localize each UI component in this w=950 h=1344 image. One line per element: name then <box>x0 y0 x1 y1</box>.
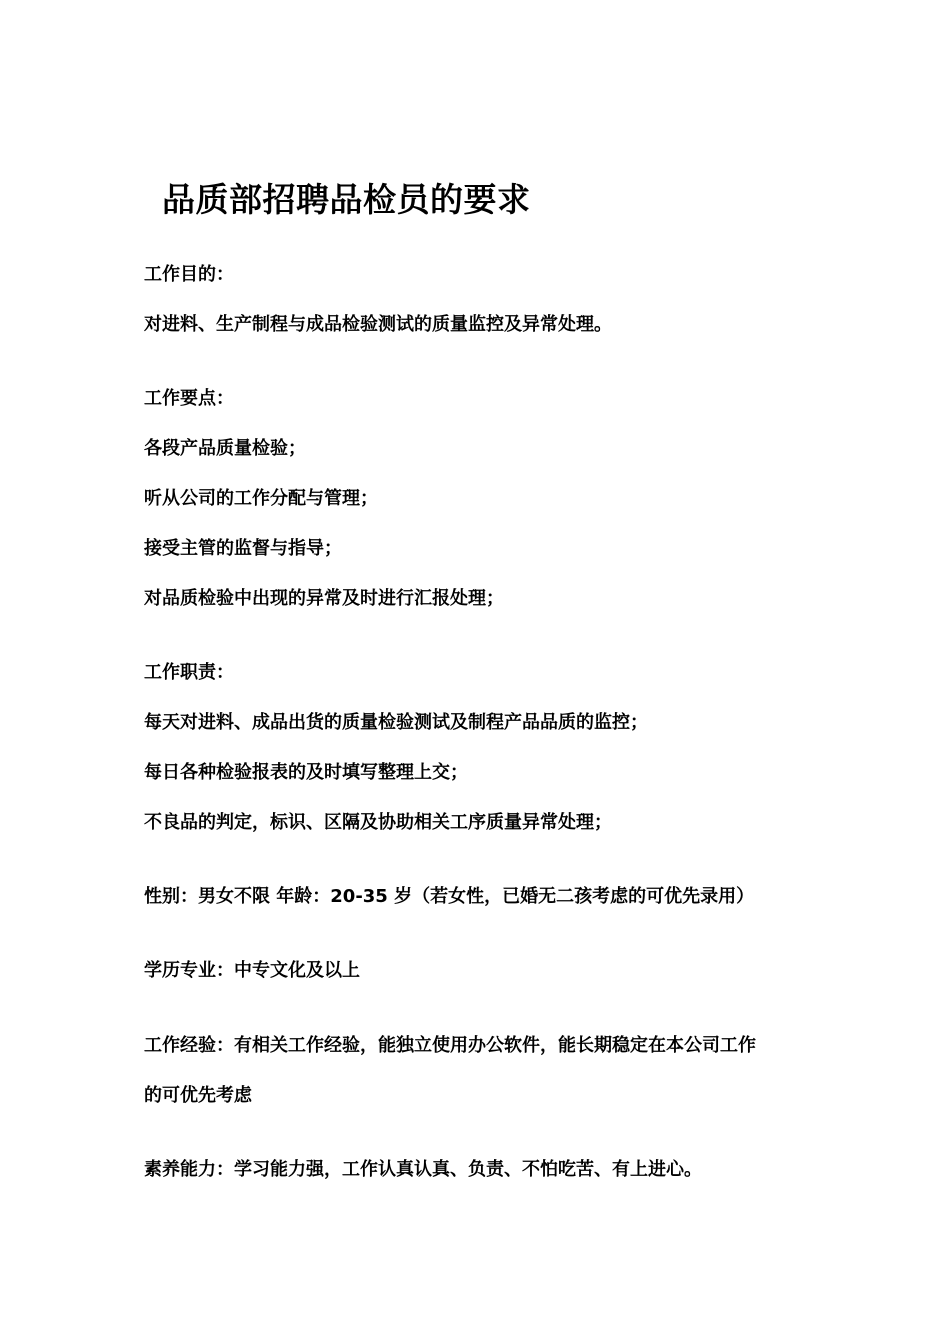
duties-heading: 工作职责： <box>144 662 234 683</box>
experience-requirement-continued: 的可优先考虑 <box>144 1085 252 1106</box>
purpose-heading: 工作目的： <box>144 264 234 285</box>
duty-item: 不良品的判定，标识、区隔及协助相关工序质量异常处理； <box>144 812 612 833</box>
page-title: 品质部招聘品检员的要求 <box>162 180 531 219</box>
key-point-item: 听从公司的工作分配与管理； <box>144 488 378 509</box>
education-requirement: 学历专业：中专文化及以上 <box>144 960 360 981</box>
key-point-item: 对品质检验中出现的异常及时进行汇报处理； <box>144 588 504 609</box>
gender-age-requirement: 性别：男女不限 年龄：20-35 岁（若女性，已婚无二孩考虑的可优先录用） <box>144 886 755 907</box>
duty-item: 每日各种检验报表的及时填写整理上交； <box>144 762 468 783</box>
key-point-item: 各段产品质量检验； <box>144 438 306 459</box>
key-points-heading: 工作要点： <box>144 388 234 409</box>
experience-requirement: 工作经验：有相关工作经验，能独立使用办公软件，能长期稳定在本公司工作 <box>144 1035 756 1056</box>
quality-requirement: 素养能力：学习能力强，工作认真认真、负责、不怕吃苦、有上进心。 <box>144 1159 702 1180</box>
key-point-item: 接受主管的监督与指导； <box>144 538 342 559</box>
purpose-text: 对进料、生产制程与成品检验测试的质量监控及异常处理。 <box>144 314 612 335</box>
duty-item: 每天对进料、成品出货的质量检验测试及制程产品品质的监控； <box>144 712 648 733</box>
